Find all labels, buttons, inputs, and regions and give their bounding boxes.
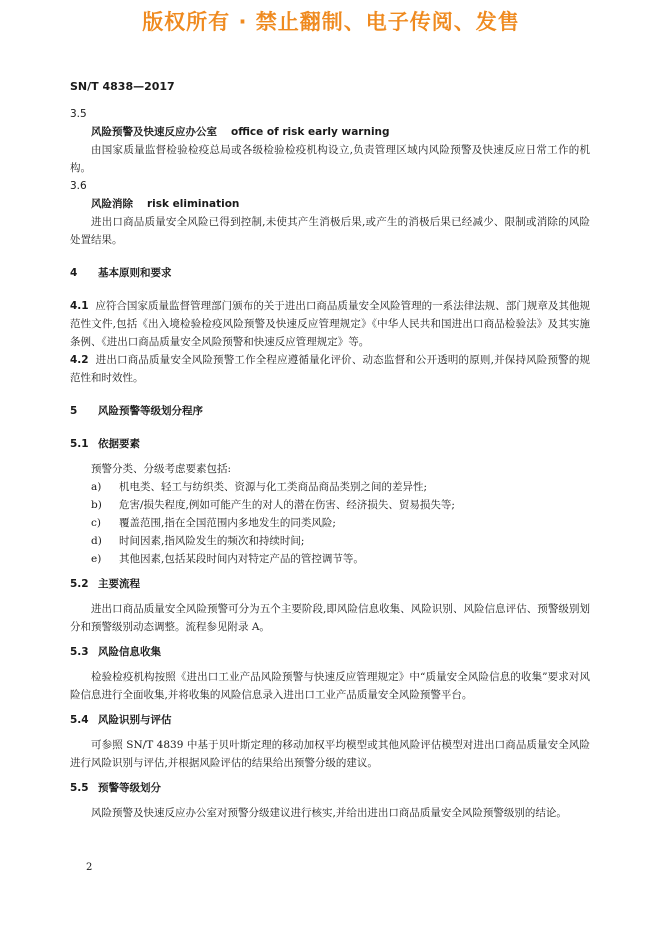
term-en: risk elimination (147, 198, 240, 210)
clause-number-4-2: 4.2 (70, 354, 89, 366)
term-cn: 风险消除 (91, 198, 133, 210)
clause-number-3-6: 3.6 (70, 180, 87, 192)
subsection-heading-5-5: 5.5 预警等级划分 (70, 782, 161, 794)
document-body (70, 105, 590, 822)
watermark: 版权所有 · 禁止翻制、电子传阅、发售 (142, 10, 520, 34)
paragraph-5-5: 风险预警及快速反应办公室对预警分级建议进行核实,并给出进出口商品质量安全风险预警级别的结论。 (91, 807, 567, 819)
term-en: office of risk early warning (231, 126, 390, 138)
term-3-5 (70, 123, 590, 141)
list-item: b) 危害/损失程度,例如可能产生的对人的潜在伤害、经济损失、贸易损失等; (91, 499, 455, 511)
clause-number-4-1: 4.1 (70, 300, 89, 312)
paragraph-5-4: 可参照 SN/T 4839 中基于贝叶斯定理的移动加权平均模型或其他风险评估模型对进出口商品质量安全风险进行风险识别与评估,并根据风险评估的结果给出预警分级的建议。 (70, 739, 590, 769)
page-number: 2 (86, 862, 93, 873)
paragraph-5-2: 进出口商品质量安全风险预警可分为五个主要阶段,即风险信息收集、风险识别、风险信息评估、预警级别划分和预警级别动态调整。流程参见附录 A。 (70, 603, 590, 633)
definition-3-5: 由国家质量监督检验检疫总局或各级检验检疫机构设立,负责管理区域内风险预警及快速反应日常工作的机构。 (70, 144, 590, 174)
list-intro-5-1: 预警分类、分级考虑要素包括: (91, 463, 232, 475)
list-item: c) 覆盖范围,指在全国范围内多地发生的同类风险; (91, 517, 336, 529)
list-item: e) 其他因素,包括某段时间内对特定产品的管控调节等。 (91, 553, 364, 565)
term-3-6 (70, 195, 590, 213)
paragraph-5-3: 检验检疫机构按照《进出口工业产品风险预警与快速反应管理规定》中“质量安全风险信息的收集”要求对风险信息进行全面收集,并将收集的风险信息录入进出口工业产品质量安全风险预警平台。 (70, 671, 590, 701)
list-item: a) 机电类、轻工与纺织类、资源与化工类商品商品类别之间的差异性; (91, 481, 428, 493)
clause-text-4-2: 进出口商品质量安全风险预警工作全程应遵循量化评价、动态监督和公开透明的原则,并保持风险预警的规范性和时效性。 (70, 354, 590, 384)
subsection-heading-5-1: 5.1 依据要素 (70, 438, 140, 450)
standard-code: SN/T 4838—2017 (70, 80, 175, 93)
clause-4-2 (70, 351, 590, 387)
section-heading-5: 5 风险预警等级划分程序 (70, 405, 203, 417)
list-item: d) 时间因素,指风险发生的频次和持续时间; (91, 535, 305, 547)
subsection-heading-5-4: 5.4 风险识别与评估 (70, 714, 172, 726)
section-heading-4: 4 基本原则和要求 (70, 267, 172, 279)
clause-text-4-1: 应符合国家质量监督管理部门颁布的关于进出口商品质量安全风险管理的一系法律法规、部门规章及其他规范性文件,包括《出入境检验检疫风险预警及快速反应管理规定》《中华人民共和国进出口商品检验法》及其实施条例、《进出口商品质量安全风险预警和快速反应管理规定》等。 (70, 300, 590, 348)
subsection-heading-5-3: 5.3 风险信息收集 (70, 646, 161, 658)
clause-number-3-5: 3.5 (70, 108, 87, 120)
subsection-heading-5-2: 5.2 主要流程 (70, 578, 140, 590)
term-cn: 风险预警及快速反应办公室 (91, 126, 217, 138)
clause-4-1 (70, 297, 590, 351)
definition-3-6: 进出口商品质量安全风险已得到控制,未使其产生消极后果,或产生的消极后果已经减少、限制或消除的风险处置结果。 (70, 216, 590, 246)
